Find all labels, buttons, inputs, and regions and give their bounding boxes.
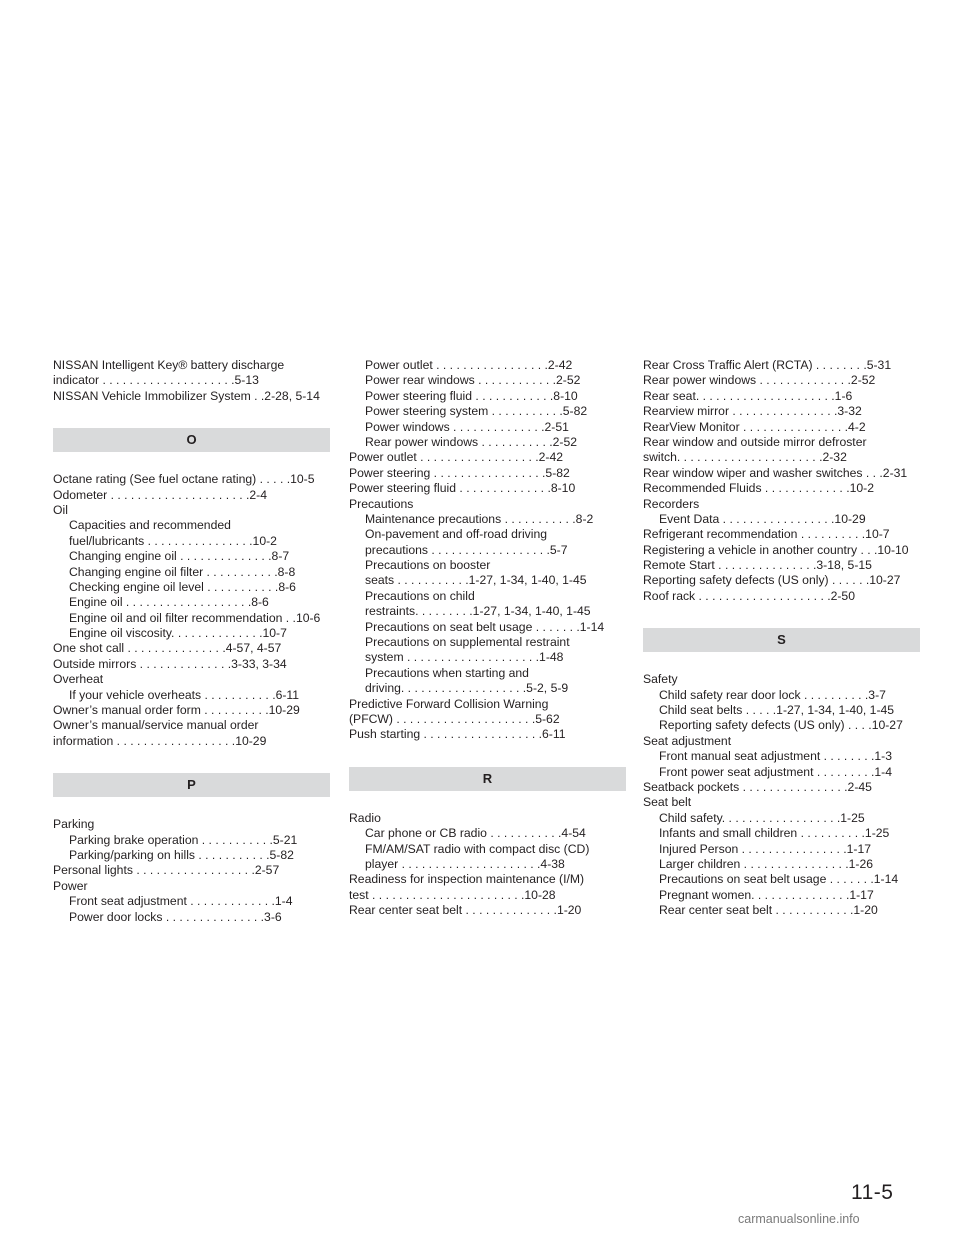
index-entry: Radio <box>349 810 381 825</box>
index-subentry: Larger children . . . . . . . . . . . . . . . .1-26 <box>659 856 874 871</box>
index-entry: RearView Monitor . . . . . . . . . . . . . . . .4-2 <box>643 419 866 434</box>
index-entry: information . . . . . . . . . . . . . . . . . .10-29 <box>53 733 267 748</box>
index-entry: Rear window wiper and washer switches . . .2-31 <box>643 465 908 480</box>
index-entry: Rear window and outside mirror defroster <box>643 434 867 449</box>
index-entry: Precautions <box>349 496 414 511</box>
index-entry: Power <box>53 878 88 893</box>
index-subentry: Power steering fluid . . . . . . . . . . . .8-10 <box>365 388 578 403</box>
index-subentry: On-pavement and off-road driving <box>365 527 548 542</box>
index-entry: Owner’s manual/service manual order <box>53 718 259 733</box>
index-subentry: FM/AM/SAT radio with compact disc (CD) <box>365 841 590 856</box>
index-subentry: Parking/parking on hills . . . . . . . . . . .5-82 <box>69 847 294 862</box>
section-header-r: R <box>349 767 626 791</box>
index-entry: Power steering fluid . . . . . . . . . . . . . .8-10 <box>349 481 576 496</box>
index-entry: Rearview mirror . . . . . . . . . . . . . . . .3-32 <box>643 404 862 419</box>
index-entry: Seat adjustment <box>643 733 732 748</box>
index-entry: Roof rack . . . . . . . . . . . . . . . . . . . .2-50 <box>643 588 855 603</box>
index-column-1 <box>53 358 331 925</box>
index-entry: Recommended Fluids . . . . . . . . . . . . .10-2 <box>643 481 874 496</box>
index-subentry: Front power seat adjustment . . . . . . . . .1-4 <box>659 764 893 779</box>
index-entry: Registering a vehicle in another country . . .10-10 <box>643 542 909 557</box>
index-entry: Power outlet . . . . . . . . . . . . . . . . . .2-42 <box>349 450 564 465</box>
index-entry: Reporting safety defects (US only) . . . . . .10-27 <box>643 573 901 588</box>
index-entry: Parking <box>53 817 95 832</box>
index-subentry: Event Data . . . . . . . . . . . . . . . . .10-29 <box>659 511 866 526</box>
index-subentry: driving. . . . . . . . . . . . . . . . . . .5-2, 5-9 <box>365 681 569 696</box>
index-subentry: Parking brake operation . . . . . . . . . . .5-21 <box>69 832 298 847</box>
index-subentry: Checking engine oil level . . . . . . . . . . .8-6 <box>69 579 296 594</box>
index-entry: Recorders <box>643 496 700 511</box>
index-subentry: Rear power windows . . . . . . . . . . .2-52 <box>365 434 578 449</box>
index-entry: Octane rating (See fuel octane rating) . . . . .10-5 <box>53 472 315 487</box>
watermark-link[interactable]: carmanualsonline.info <box>738 1212 860 1226</box>
index-subentry: Reporting safety defects (US only) . . . .10-27 <box>659 718 903 733</box>
index-entry: Seat belt <box>643 795 692 810</box>
index-entry: NISSAN Intelligent Key® battery discharge <box>53 358 285 372</box>
index-column-3 <box>643 358 921 919</box>
section-header-p: P <box>53 773 330 797</box>
index-subentry: seats . . . . . . . . . . .1-27, 1-34, 1-40, 1-45 <box>365 573 587 588</box>
index-entry: Seatback pockets . . . . . . . . . . . . . . . .2-45 <box>643 779 872 794</box>
index-subentry: Child safety rear door lock . . . . . . . . . .3-7 <box>659 687 886 702</box>
section-header-s: S <box>643 628 920 652</box>
index-subentry: Capacities and recommended <box>69 518 231 533</box>
index-subentry: Precautions on booster <box>365 558 491 573</box>
index-entry: Overheat <box>53 672 104 687</box>
index-subentry: Car phone or CB radio . . . . . . . . . . .4-54 <box>365 826 586 841</box>
index-subentry: Power rear windows . . . . . . . . . . . .2-52 <box>365 373 581 388</box>
index-subentry: Precautions on seat belt usage . . . . . . .1-14 <box>365 619 605 634</box>
section-header-o: O <box>53 428 330 452</box>
index-entry: Remote Start . . . . . . . . . . . . . . .3-18, 5-15 <box>643 558 872 573</box>
index-entry: Safety <box>643 672 678 687</box>
index-subentry: Precautions on supplemental restraint <box>365 635 570 650</box>
index-entry: Rear Cross Traffic Alert (RCTA) . . . . . . . .5-31 <box>643 358 892 372</box>
index-entry: Push starting . . . . . . . . . . . . . . . . . .6-11 <box>349 727 566 742</box>
index-subentry: Power outlet . . . . . . . . . . . . . . . . .2-42 <box>365 358 573 372</box>
index-entry: Rear seat. . . . . . . . . . . . . . . . . . . . .1-6 <box>643 388 853 403</box>
index-entry: switch. . . . . . . . . . . . . . . . . . . . . .2-32 <box>643 450 847 465</box>
index-entry: test . . . . . . . . . . . . . . . . . . . . . . .10-28 <box>349 887 556 902</box>
index-subentry: Engine oil . . . . . . . . . . . . . . . . . . .8-6 <box>69 595 269 610</box>
page-number: 11-5 <box>851 1181 894 1204</box>
index-entry: NISSAN Vehicle Immobilizer System . .2-28, 5-14 <box>53 388 320 403</box>
index-subentry: Injured Person . . . . . . . . . . . . . . . .1-17 <box>659 841 872 856</box>
index-subentry: Precautions when starting and <box>365 665 529 680</box>
index-entry: Readiness for inspection maintenance (I/M) <box>349 872 585 887</box>
index-subentry: Child seat belts . . . . .1-27, 1-34, 1-40, 1-45 <box>659 703 895 718</box>
index-entry: Refrigerant recommendation . . . . . . . . . .10-7 <box>643 527 890 542</box>
index-subentry: Rear center seat belt . . . . . . . . . . . .1-20 <box>659 903 878 918</box>
index-entry: Rear center seat belt . . . . . . . . . . . . . .1-20 <box>349 903 582 918</box>
index-subentry: Power steering system . . . . . . . . . . .5-82 <box>365 404 588 419</box>
index-subentry: Power door locks . . . . . . . . . . . . . . .3-6 <box>69 909 282 924</box>
index-subentry: Changing engine oil . . . . . . . . . . . . . .8-7 <box>69 549 290 564</box>
index-subentry: Engine oil viscosity. . . . . . . . . . . . . .10-7 <box>69 626 287 641</box>
index-entry: indicator . . . . . . . . . . . . . . . . . . . .5-13 <box>53 373 259 388</box>
index-subentry: Power windows . . . . . . . . . . . . . .2-51 <box>365 419 569 434</box>
index-entry: Rear power windows . . . . . . . . . . . . . .2-52 <box>643 373 876 388</box>
index-subentry: Precautions on child <box>365 588 475 603</box>
index-subentry: Maintenance precautions . . . . . . . . . . .8-2 <box>365 511 594 526</box>
index-subentry: Infants and small children . . . . . . . . . .1-25 <box>659 826 890 841</box>
index-column-2 <box>349 358 627 919</box>
index-subentry: Pregnant women. . . . . . . . . . . . . . .1-17 <box>659 887 874 902</box>
index-subentry: restraints. . . . . . . . .1-27, 1-34, 1-40, 1-45 <box>365 604 591 619</box>
index-subentry: Front seat adjustment . . . . . . . . . . . . .1-4 <box>69 894 293 909</box>
index-entry: Predictive Forward Collision Warning <box>349 696 549 711</box>
index-entry: Personal lights . . . . . . . . . . . . . . . . . .2-57 <box>53 863 280 878</box>
index-subentry: If your vehicle overheats . . . . . . . . . . .6-11 <box>69 687 300 702</box>
index-subentry: fuel/lubricants . . . . . . . . . . . . . . . .10-2 <box>69 533 277 548</box>
index-subentry: Changing engine oil filter . . . . . . . . . . .8-8 <box>69 564 296 579</box>
index-subentry: player . . . . . . . . . . . . . . . . . . . . .4-38 <box>365 856 565 871</box>
index-subentry: precautions . . . . . . . . . . . . . . . . . .5-7 <box>365 542 568 557</box>
index-entry: Owner’s manual order form . . . . . . . . . .10-29 <box>53 703 300 718</box>
index-entry: One shot call . . . . . . . . . . . . . . .4-57, 4-57 <box>53 641 282 656</box>
index-subentry: system . . . . . . . . . . . . . . . . . . . .1-48 <box>365 650 564 665</box>
index-subentry: Engine oil and oil filter recommendation . .10-6 <box>69 610 321 625</box>
index-entry: (PFCW) . . . . . . . . . . . . . . . . . . . . .5-62 <box>349 711 560 726</box>
index-subentry: Child safety. . . . . . . . . . . . . . . . . .1-25 <box>659 810 865 825</box>
index-subentry: Front manual seat adjustment . . . . . . . .1-3 <box>659 749 893 764</box>
index-entry: Oil <box>53 502 68 517</box>
index-subentry: Precautions on seat belt usage . . . . . . .1-14 <box>659 872 899 887</box>
index-entry: Odometer . . . . . . . . . . . . . . . . . . . . .2-4 <box>53 487 268 502</box>
index-entry: Power steering . . . . . . . . . . . . . . . . .5-82 <box>349 465 570 480</box>
index-entry: Outside mirrors . . . . . . . . . . . . . .3-33, 3-34 <box>53 656 287 671</box>
